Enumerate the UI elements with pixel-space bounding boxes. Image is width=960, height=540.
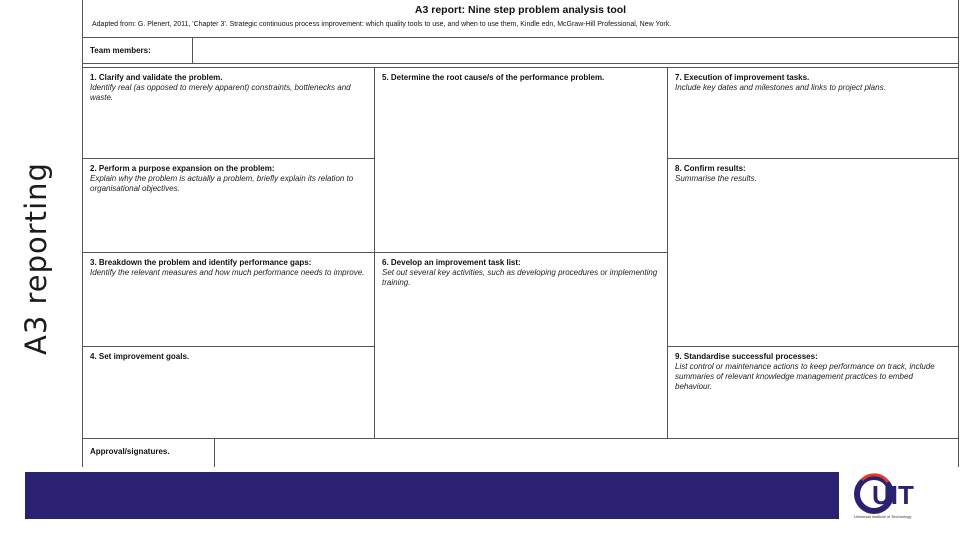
a3-report-sheet [82,0,959,467]
step-6-heading: 6. Develop an improvement task list: [382,258,521,267]
footer-band [25,472,839,519]
step-8-heading: 8. Confirm results: [675,164,746,173]
step-3-section[interactable] [83,253,374,283]
step-9-section[interactable] [668,347,958,397]
step-1-section[interactable] [83,68,374,108]
team-members-label-cell [83,38,193,64]
step-8-description: Summarise the results. [675,174,757,183]
report-header [83,0,958,38]
step-9-heading: 9. Standardise successful processes: [675,352,818,361]
logo-tagline: Universal Institute of Technology [854,514,912,519]
approval-label-cell [83,438,215,467]
team-members-label: Team members: [90,46,151,55]
approval-signatures-field[interactable] [215,438,958,467]
step-2-heading: 2. Perform a purpose expansion on the problem: [90,164,275,173]
step-1-description: Identify real (as opposed to merely apparent) constraints, bottlenecks and waste. [90,83,351,102]
step-7-heading: 7. Execution of improvement tasks. [675,73,810,82]
step-5-heading: 5. Determine the root cause/s of the performance problem. [382,73,605,82]
step-7-description: Include key dates and milestones and links to project plans. [675,83,886,92]
step-5-section[interactable] [375,68,667,88]
approval-label: Approval/signatures. [90,447,170,456]
report-title: A3 report: Nine step problem analysis tool [414,4,627,16]
step-6-section[interactable] [375,253,667,293]
step-4-section[interactable] [83,347,374,367]
uit-logo [850,472,936,522]
step-7-section[interactable] [668,68,958,98]
step-3-description: Identify the relevant measures and how much performance needs to improve. [90,268,365,277]
team-members-field[interactable] [193,38,958,64]
step-1-heading: 1. Clarify and validate the problem. [90,73,223,82]
slide-side-title: A3 reporting [19,162,53,355]
uit-logo-mark [850,472,936,516]
step-9-description: List control or maintenance actions to keep performance on track, include summaries of relevant knowledge management practices to embed behaviour. [675,362,935,391]
step-2-description: Explain why the problem is actually a problem, briefly explain its relation to organisational objectives. [90,174,354,193]
step-6-description: Set out several key activities, such as developing procedures or implementing training. [382,268,658,287]
step-3-heading: 3. Breakdown the problem and identify performance gaps: [90,258,312,267]
step-4-heading: 4. Set improvement goals. [90,352,190,361]
report-source-citation: Adapted from: G. Plenert, 2011, 'Chapter 3'. Strategic continuous process improvement: which quality tools to use, and when to use them, Kindle edn, McGraw-Hill Professional, New York. [92,21,672,28]
step-2-section[interactable] [83,159,374,199]
logo-wordmark: UIT [872,480,914,510]
step-8-section[interactable] [668,159,958,189]
